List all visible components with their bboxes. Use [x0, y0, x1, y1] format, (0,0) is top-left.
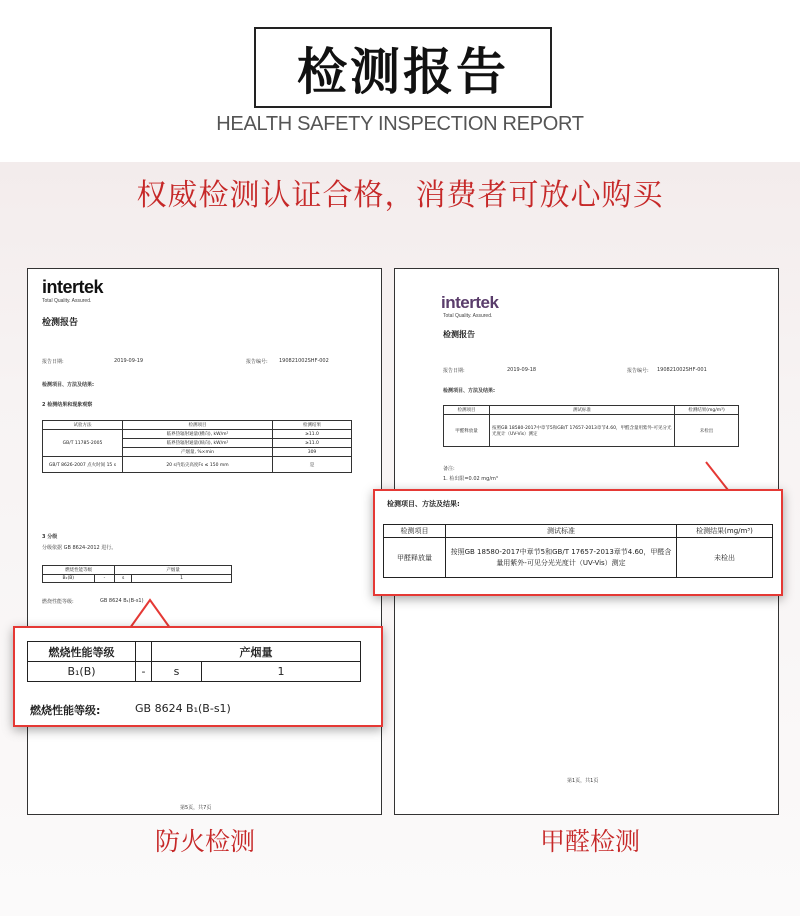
table-row — [43, 566, 232, 575]
table-cell: ≥11.0 — [273, 430, 352, 439]
formaldehyde-table — [443, 405, 739, 447]
report-title: 检测报告 — [443, 330, 475, 339]
table-header: 检测结果(mg/m³) — [675, 406, 739, 415]
formaldehyde-callout — [373, 489, 783, 596]
callout-items-heading: 检测项目、方法及结果: — [387, 500, 460, 508]
table-cell: 甲醛释放量 — [384, 538, 446, 578]
note-1: 1. 检出限=0.02 mg/m³ — [443, 476, 498, 482]
table-cell: 甲醛释放量 — [444, 415, 490, 447]
report-title: 检测报告 — [42, 318, 79, 328]
table-row — [43, 430, 352, 439]
table-header: 检测项目 — [384, 525, 446, 538]
table-header: 检测项目 — [123, 421, 273, 430]
table-header: 燃烧性能等级 — [43, 566, 115, 575]
table-header: 试验方法 — [43, 421, 123, 430]
table-header-row — [43, 421, 352, 430]
table-row — [384, 538, 773, 578]
title-box — [254, 27, 552, 108]
table-cell: B₁(B) — [28, 662, 136, 682]
table-cell — [136, 642, 152, 662]
intertek-logo: intertek — [441, 293, 499, 312]
table-row — [28, 662, 361, 682]
callout-grade-table — [27, 641, 361, 682]
page-number: 第1页，共1页 — [567, 778, 599, 784]
table-row — [43, 457, 352, 473]
table-cell: - — [136, 662, 152, 682]
report-no-label: 报告编号: — [246, 359, 268, 365]
table-cell: 1 — [202, 662, 361, 682]
report-date: 2019-09-19 — [114, 358, 144, 364]
table-header: 产烟量 — [152, 642, 361, 662]
table-cell: s — [115, 575, 132, 583]
table-cell: 未检出 — [675, 415, 739, 447]
table-cell: 临界热辐射通量(纵向), kW/m² — [123, 439, 273, 448]
table-row — [28, 642, 361, 662]
table-header-row — [444, 406, 739, 415]
table-header: 燃烧性能等级 — [28, 642, 136, 662]
notes-label: 备注: — [443, 466, 455, 472]
table-cell: 产烟量, %×min — [123, 448, 273, 457]
table-header: 产烟量 — [115, 566, 232, 575]
table-cell: 20 s内焰尖高度Fs ≤ 150 mm — [123, 457, 273, 473]
fire-test-report — [27, 268, 382, 815]
table-cell: 309 — [273, 448, 352, 457]
table-cell: GB/T 11785-2005 — [43, 430, 123, 457]
fire-grade-callout — [13, 626, 383, 727]
grade-value: GB 8624 B₁(B-s1) — [100, 598, 144, 604]
table-cell: s — [152, 662, 202, 682]
grade-label: 燃烧性能等级: — [42, 599, 74, 605]
table-cell: 1 — [132, 575, 232, 583]
table-cell: 按照GB 18580-2017中章节5和GB/T 17657-2013章节4.60，甲醛含量用紫外-可见分光光度计（UV-Vis）测定 — [446, 538, 677, 578]
table-header: 检测结果 — [273, 421, 352, 430]
table-header: 检测结果(mg/m³) — [677, 525, 773, 538]
table-cell: 是 — [273, 457, 352, 473]
table-cell: 未检出 — [677, 538, 773, 578]
callout-grade-value: GB 8624 B₁(B-s1) — [135, 702, 231, 715]
section-3-heading: 3 分级 — [42, 534, 58, 540]
table-cell: - — [94, 575, 115, 583]
callout-grade-label: 燃烧性能等级: — [30, 704, 101, 717]
grade-mini-table — [42, 565, 232, 583]
table-cell: GB/T 8626-2007 点火时间 15 s — [43, 457, 123, 473]
fire-test-caption: 防火检测 — [155, 827, 256, 856]
table-cell: 按照GB 18580-2017中章节5和GB/T 17657-2013章节4.60，甲醛含量用紫外-可见分光光度计（UV-Vis）测定 — [490, 415, 675, 447]
table-header: 测试标准 — [446, 525, 677, 538]
callout-pointer — [700, 458, 756, 492]
table-header: 检测项目 — [444, 406, 490, 415]
report-no: 190821002SHF-001 — [657, 367, 707, 373]
items-heading: 检测项目、方法及结果: — [443, 388, 496, 394]
date-label: 报告日期: — [443, 368, 465, 374]
table-cell: ≥11.0 — [273, 439, 352, 448]
slogan: 权威检测认证合格，消费者可放心购买 — [136, 178, 664, 213]
table-row — [43, 575, 232, 583]
page-title: 检测报告 — [297, 42, 509, 101]
page-subtitle: HEALTH SAFETY INSPECTION REPORT — [216, 113, 584, 135]
table-cell: B₁(B) — [43, 575, 95, 583]
logo-tagline: Total Quality. Assured. — [42, 298, 92, 304]
items-heading: 检测项目、方法及结果: — [42, 382, 95, 388]
table-header-row — [384, 525, 773, 538]
callout-formaldehyde-table — [383, 524, 773, 578]
formaldehyde-test-caption: 甲醛检测 — [540, 827, 641, 856]
date-label: 报告日期: — [42, 359, 64, 365]
callout-pointer — [120, 596, 180, 630]
logo-tagline: Total Quality. Assured. — [443, 313, 493, 319]
results-table — [42, 420, 352, 473]
report-no-label: 报告编号: — [627, 368, 649, 374]
page-number: 第5页，共7页 — [180, 805, 212, 811]
section-2-heading: 2 检测结果和现象观察 — [42, 402, 93, 408]
table-header: 测试标准 — [490, 406, 675, 415]
intertek-logo: intertek — [42, 277, 104, 297]
report-date: 2019-09-18 — [507, 367, 537, 373]
report-no: 190821002SHF-002 — [279, 358, 329, 364]
section-3-note: 分级依据 GB 8624-2012 进行。 — [42, 545, 117, 551]
table-row — [444, 415, 739, 447]
table-cell: 临界热辐射通量(横向), kW/m² — [123, 430, 273, 439]
